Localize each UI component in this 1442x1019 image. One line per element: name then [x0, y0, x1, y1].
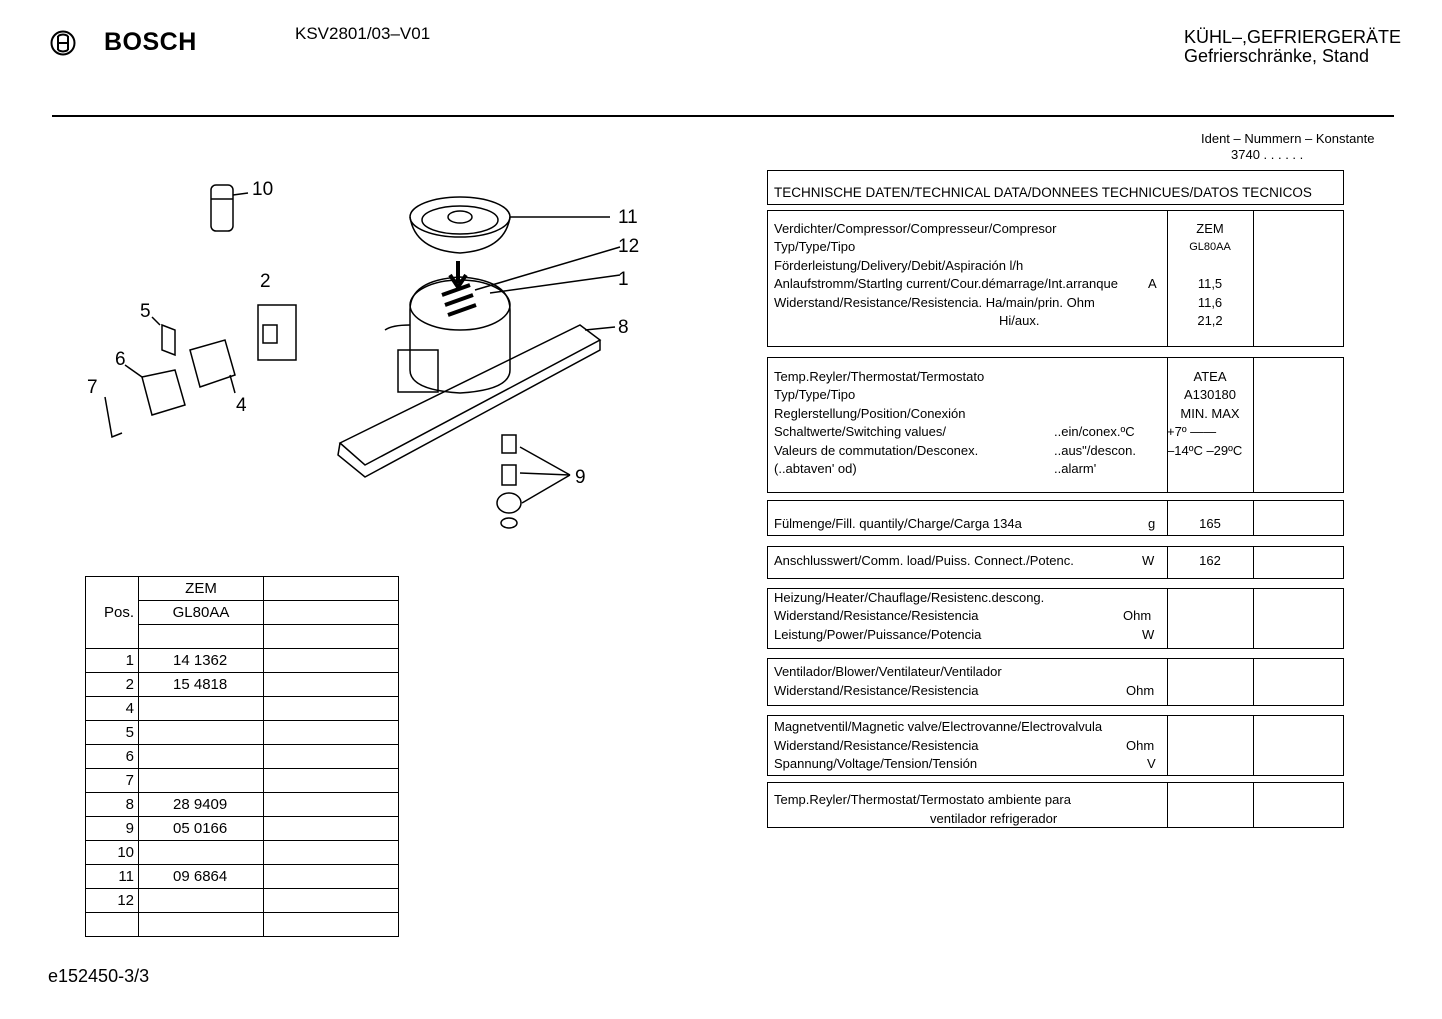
empty-cell: [264, 889, 399, 913]
pos-cell: 4: [86, 697, 139, 721]
category-line-2: Gefrierschränke, Stand: [1183, 46, 1370, 66]
connected-load-section: [767, 546, 1344, 579]
document-code: e152450-3/3: [48, 966, 150, 986]
empty-cell: [264, 673, 399, 697]
pos-cell: 12: [86, 889, 139, 913]
empty-cell: [264, 817, 399, 841]
thermostat-label: Temp.Reyler/Thermostat/Termostato: [774, 369, 985, 384]
protector-part: [125, 365, 185, 415]
wire-clip-part: [105, 397, 122, 437]
thermostat-type-label: Typ/Type/Tipo: [774, 387, 856, 402]
empty-cell: [264, 913, 399, 937]
ident-value: 3740 . . . . . .: [1231, 147, 1304, 162]
heater-section: [767, 588, 1344, 649]
part-number-cell: 15 4818: [139, 673, 264, 697]
relay-cover-part: [190, 340, 235, 393]
fill-quantity-label: Fülmenge/Fill. quantily/Charge/Carga 134a: [774, 516, 1022, 531]
position-label: Reglerstellung/Position/Conexión: [774, 406, 966, 421]
callout-7: 7: [87, 377, 98, 398]
empty-cell: [264, 649, 399, 673]
heater-resistance-label: Widerstand/Resistance/Resistencia: [774, 608, 979, 623]
callout-4: 4: [236, 395, 247, 416]
parts-table: [85, 576, 399, 937]
exploded-parts-diagram: [80, 165, 640, 545]
empty-cell: [264, 793, 399, 817]
brand-logo: [50, 28, 197, 57]
compressor-type-label: Typ/Type/Tipo: [774, 239, 856, 254]
model-number: KSV2801/03–V01: [295, 24, 431, 43]
valve-resistance-label: Widerstand/Resistance/Resistencia: [774, 738, 979, 753]
callout-8: 8: [618, 317, 629, 338]
callout-12: 12: [618, 236, 640, 257]
fill-quantity-value: 165: [1199, 516, 1221, 531]
table-row: [86, 793, 399, 817]
delivery-label: Förderleistung/Delivery/Debit/Aspiración l/h: [774, 258, 1024, 273]
compressor-part: [385, 247, 620, 393]
switching-off-label: ..aus"/descon.: [1054, 443, 1136, 458]
capacitor-part: [211, 185, 248, 231]
valve-voltage-unit: V: [1147, 756, 1156, 771]
blower-resistance-unit: Ohm: [1126, 683, 1155, 698]
heater-power-unit: W: [1142, 627, 1155, 642]
pos-cell: 7: [86, 769, 139, 793]
category-line-1: KÜHL–,GEFRIERGERÄTE: [1183, 27, 1401, 47]
empty-cell: [264, 865, 399, 889]
commutation-label: Valeurs de commutation/Desconex.: [774, 443, 979, 458]
base-plate-part: [338, 325, 615, 477]
blower-label: Ventilador/Blower/Ventilateur/Ventilador: [774, 664, 1002, 679]
part-number-cell: 05 0166: [139, 817, 264, 841]
part-number-cell: [139, 721, 264, 745]
fill-quantity-unit: g: [1148, 516, 1156, 531]
callout-1: 1: [618, 269, 629, 290]
callout-10: 10: [252, 179, 274, 200]
blower-section: [767, 658, 1344, 706]
pos-cell: 1: [86, 649, 139, 673]
blower-resistance-label: Widerstand/Resistance/Resistencia: [774, 683, 979, 698]
clip-part: [152, 317, 175, 355]
part-number-cell: 14 1362: [139, 649, 264, 673]
pos-cell: [86, 913, 139, 937]
defrost-label: (..abtaven' od): [774, 461, 857, 476]
thermostat-section: [767, 357, 1344, 493]
empty-cell: [264, 721, 399, 745]
connected-load-unit: W: [1142, 553, 1155, 568]
heater-power-label: Leistung/Power/Puissance/Potencia: [774, 627, 982, 642]
starting-current-label: Anlaufstromm/Startlng current/Cour.démarrage/Int.arranque: [774, 276, 1118, 291]
empty-header-cell: [139, 625, 264, 649]
empty-cell: [264, 769, 399, 793]
callout-11: 11: [618, 207, 638, 228]
pos-cell: 5: [86, 721, 139, 745]
table-row: [86, 769, 399, 793]
ambient-thermostat-label: Temp.Reyler/Thermostat/Termostato ambiente para: [774, 792, 1071, 807]
bosch-armature-icon: [50, 30, 76, 56]
table-row: [86, 913, 399, 937]
model-header-2: GL80AA: [139, 601, 264, 625]
header-divider: [52, 115, 1394, 117]
switching-on-value: +7º ——: [1167, 424, 1217, 439]
table-row: [86, 865, 399, 889]
pos-cell: 6: [86, 745, 139, 769]
pos-cell: 11: [86, 865, 139, 889]
position-value: MIN. MAX: [1180, 406, 1240, 421]
fill-quantity-section: [767, 500, 1344, 536]
callout-6: 6: [115, 349, 126, 370]
part-number-cell: [139, 697, 264, 721]
ident-label: Ident – Nummern – Konstante: [1201, 131, 1375, 146]
starting-current-unit: A: [1148, 276, 1157, 291]
empty-header-cell: [264, 625, 399, 649]
empty-header-cell: [264, 601, 399, 625]
part-number-cell: [139, 745, 264, 769]
resistance-main-label: Widerstand/Resistance/Resistencia. Ha/main/prin. Ohm: [774, 295, 1095, 310]
empty-cell: [264, 841, 399, 865]
compressor-value: ZEM: [1196, 221, 1224, 236]
table-row: [86, 889, 399, 913]
magnetic-valve-label: Magnetventil/Magnetic valve/Electrovanne/Electrovalvula: [774, 719, 1103, 734]
heater-label: Heizung/Heater/Chauflage/Resistenc.descong.: [774, 590, 1045, 605]
pos-header: Pos.: [86, 577, 139, 649]
part-number-cell: [139, 889, 264, 913]
empty-cell: [264, 697, 399, 721]
valve-resistance-unit: Ohm: [1126, 738, 1155, 753]
starting-current-value: 11,5: [1197, 276, 1223, 291]
resistance-aux-label: Hi/aux.: [999, 313, 1040, 328]
relay-part: [258, 305, 296, 360]
alarm-label: ..alarm': [1054, 461, 1097, 476]
ambient-thermostat-label-2: ventilador refrigerador: [930, 811, 1058, 826]
part-number-cell: 09 6864: [139, 865, 264, 889]
part-number-cell: [139, 841, 264, 865]
heater-resistance-unit: Ohm: [1123, 608, 1152, 623]
compressor-section: [767, 210, 1344, 347]
table-row: [86, 673, 399, 697]
tech-data-title: TECHNISCHE DATEN/TECHNICAL DATA/DONNEES TECHNICUES/DATOS TECNICOS: [767, 170, 1344, 205]
compressor-label: Verdichter/Compressor/Compresseur/Compresor: [774, 221, 1057, 236]
table-row: [86, 649, 399, 673]
compressor-cover-part: [410, 197, 610, 253]
table-row: [86, 841, 399, 865]
brand-name: BOSCH: [104, 28, 197, 56]
ambient-thermostat-section: [767, 782, 1344, 828]
compressor-type-value: GL80AA: [1189, 241, 1231, 253]
pos-cell: 9: [86, 817, 139, 841]
valve-voltage-label: Spannung/Voltage/Tension/Tensión: [774, 756, 978, 771]
resistance-main-value: 11,6: [1197, 295, 1223, 310]
empty-header-cell: [264, 577, 399, 601]
model-header-1: ZEM: [139, 577, 264, 601]
callout-9: 9: [575, 467, 586, 488]
part-number-cell: [139, 913, 264, 937]
switching-values-label: Schaltwerte/Switching values/: [774, 424, 946, 439]
table-row: [86, 697, 399, 721]
part-number-cell: [139, 769, 264, 793]
thermostat-value: ATEA: [1193, 369, 1227, 384]
callout-5: 5: [140, 301, 151, 322]
pos-cell: 10: [86, 841, 139, 865]
connected-load-value: 162: [1199, 553, 1221, 568]
thermostat-type-value: A130180: [1183, 387, 1237, 402]
table-row: [86, 745, 399, 769]
magnetic-valve-section: [767, 715, 1344, 776]
grommet-set-part: [497, 435, 570, 528]
table-row: [86, 817, 399, 841]
pos-cell: 2: [86, 673, 139, 697]
callout-2: 2: [260, 271, 271, 292]
switching-off-value: –14ºC –29ºC: [1167, 443, 1243, 458]
ident-block: [1201, 131, 1374, 163]
empty-cell: [264, 745, 399, 769]
part-number-cell: 28 9409: [139, 793, 264, 817]
connected-load-label: Anschlusswert/Comm. load/Puiss. Connect./Potenc.: [774, 553, 1074, 568]
pos-cell: 8: [86, 793, 139, 817]
product-category: [1184, 28, 1401, 66]
table-row: [86, 721, 399, 745]
switching-on-label: ..ein/conex.ºC: [1054, 424, 1135, 439]
resistance-aux-value: 21,2: [1197, 313, 1223, 328]
